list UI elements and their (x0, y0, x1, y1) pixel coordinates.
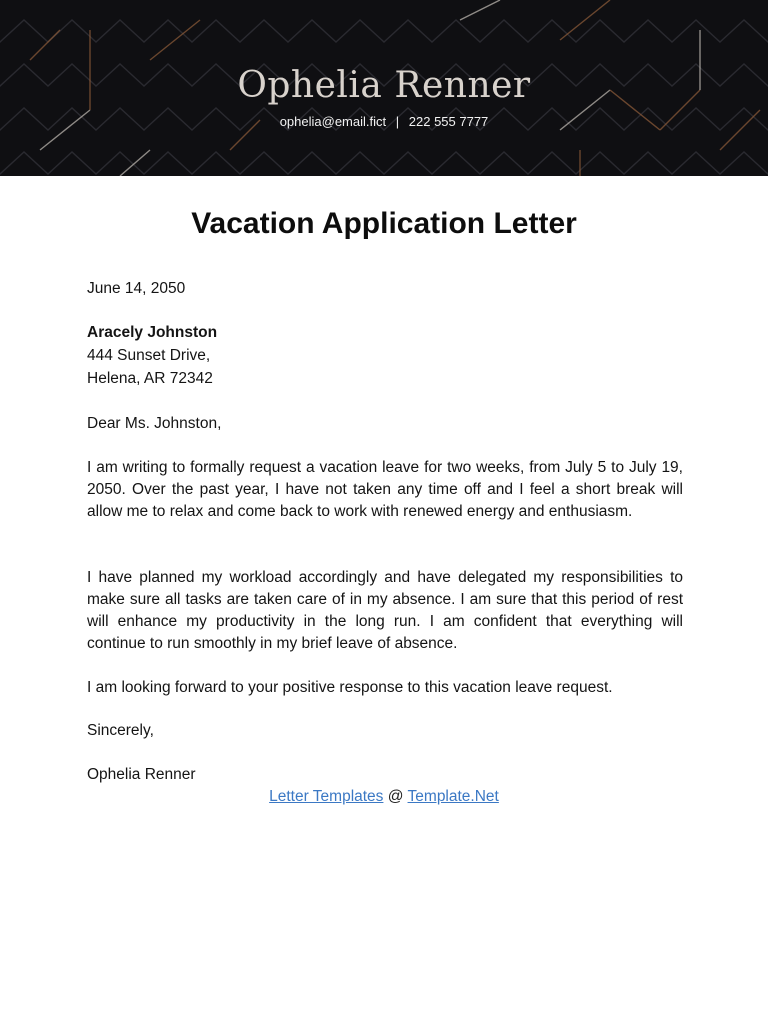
sender-contact (0, 113, 768, 131)
paragraph-1: I am writing to formally request a vacation leave for two weeks, from July 5 to July 19, 2050. Over the past year, I have not taken any time off and I feel a short break will allow me to relax and come back to work with renewed energy and enthusiasm. (87, 459, 683, 520)
pattern-zigzag (0, 20, 768, 42)
recipient-address-line2: Helena, AR 72342 (87, 370, 213, 387)
signature-name: Ophelia Renner (87, 766, 196, 783)
template-net-link[interactable]: Template.Net (407, 788, 499, 805)
pattern-accent-line (460, 0, 500, 20)
sender-phone: 222 555 7777 (408, 114, 489, 129)
pattern-accent-line (30, 30, 60, 60)
letter-date: June 14, 2050 (87, 280, 186, 297)
sender-email: ophelia@email.fict (279, 114, 387, 129)
letter-title: Vacation Application Letter (191, 207, 577, 240)
footer-links (0, 786, 768, 808)
header-banner (0, 0, 768, 176)
paragraph-2: I have planned my workload accordingly and have delegated my responsibilities to make sure all tasks are taken care of in my absence. I am sure that this period of rest will enhance my productivity in the long run. I am confident that everything will continue to run smoothly in my brief leave of absence. (87, 569, 683, 652)
sender-name: Ophelia Renner (237, 65, 531, 106)
paragraph-3: I am looking forward to your positive response to this vacation leave request. (87, 679, 613, 696)
footer-at: @ (387, 788, 404, 805)
salutation: Dear Ms. Johnston, (87, 415, 222, 432)
recipient-name: Aracely Johnston (87, 324, 218, 341)
pattern-zigzag (0, 152, 768, 174)
closing: Sincerely, (87, 722, 154, 739)
contact-separator: | (395, 114, 400, 129)
recipient-address-line1: 444 Sunset Drive, (87, 347, 211, 364)
letter-templates-link[interactable]: Letter Templates (269, 788, 384, 805)
